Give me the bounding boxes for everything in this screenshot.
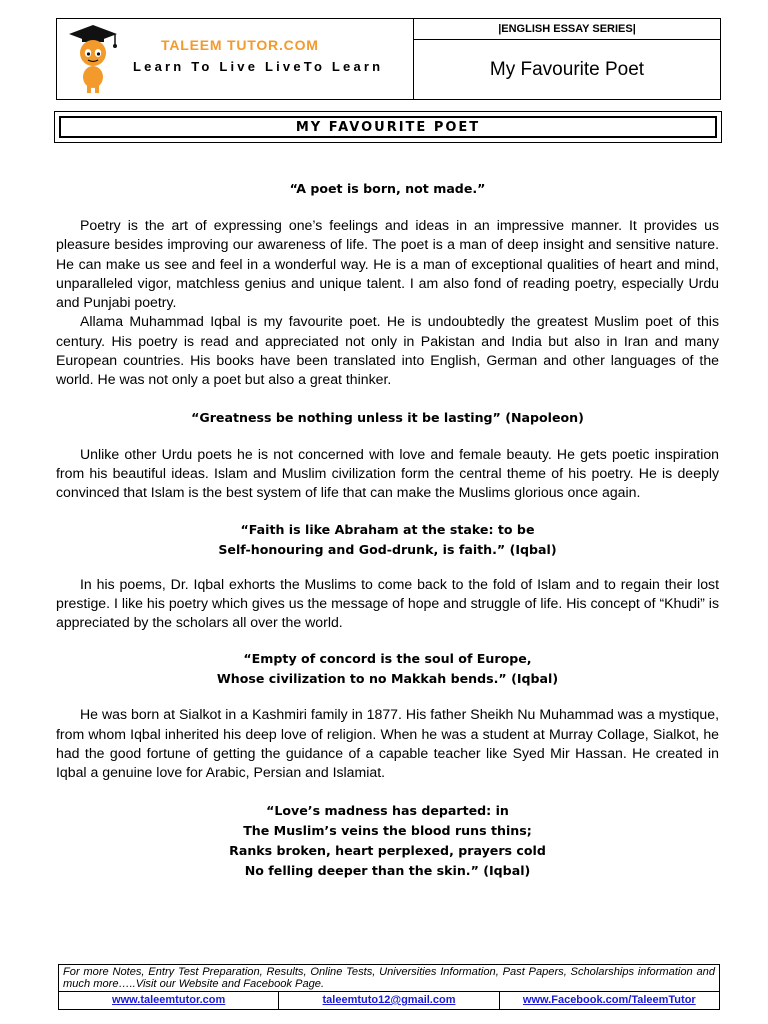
paragraph-3: Unlike other Urdu poets he is not concerned with love and female beauty. He gets poetic inspiration from his beautiful ideas. Islam and Muslim civilization form the central theme of his poetry. He is deeply convinced that Islam is the best system of life that can make the Muslims glorious once again.	[56, 445, 719, 501]
quote-3-line-1: “Faith is like Abraham at the stake: to be	[240, 521, 535, 537]
facebook-link[interactable]: www.Facebook.com/TaleemTutor	[522, 994, 696, 1006]
quote-5	[56, 801, 719, 881]
graduate-mascot-logo	[67, 23, 119, 95]
quote-5-line-2: The Muslim’s veins the blood runs thins;	[243, 822, 532, 838]
paragraph-4: In his poems, Dr. Iqbal exhorts the Muslims to come back to the fold of Islam and to regain their lost prestige. I like his poetry which gives us the message of hope and struggle of life. His concept of “Khudi” is appreciated by the scholars all over the world.	[56, 575, 719, 631]
website-link[interactable]: www.taleemtutor.com	[59, 992, 279, 1009]
series-label: |ENGLISH ESSAY SERIES|	[414, 19, 720, 40]
quote-5-line-3: Ranks broken, heart perplexed, prayers cold	[229, 842, 546, 858]
quote-2: “Greatness be nothing unless it be lasting” (Napoleon)	[191, 409, 584, 425]
paragraph-5: He was born at Sialkot in a Kashmiri family in 1877. His father Sheikh Nu Muhammad was a mystique, from whom Iqbal inherited his deep love of religion. When he was a student at Murray Collage, Sialkot, he had the good fortune of getting the guidance of a capable teacher like Syed Mir Hassan. He created in Iqbal a genuine love for Arabic, Persian and Islamiat.	[56, 706, 719, 781]
quote-1: “A poet is born, not made.”	[289, 181, 486, 196]
quote-5-line-1: “Love’s madness has departed: in	[266, 802, 509, 818]
brand-slogan: Learn To Live LiveTo Learn	[133, 59, 384, 74]
quote-5-line-4: No felling deeper than the skin.” (Iqbal)	[244, 862, 531, 878]
footer-links	[59, 991, 719, 1009]
title-box	[54, 111, 722, 143]
email-link[interactable]: taleemtuto12@gmail.com	[279, 992, 499, 1009]
quote-4-line-1: “Empty of concord is the soul of Europe,	[243, 651, 532, 667]
document-header	[56, 18, 721, 100]
brand-name: TALEEM TUTOR.COM	[161, 37, 319, 53]
paragraph-2: Allama Muhammad Iqbal is my favourite poet. He is undoubtedly the greatest Muslim poet of this century. His poetry is read and appreciated not only in Pakistan and India but also in Iran and many European countries. His books have been translated into English, German and other languages of the world. He was not only a poet but also a great thinker.	[56, 313, 719, 388]
header-branding	[57, 19, 414, 99]
essay-body	[56, 176, 719, 881]
page-title: MY FAVOURITE POET	[59, 116, 717, 138]
page-footer	[58, 964, 720, 1010]
header-info	[414, 19, 720, 99]
paragraph-1: Poetry is the art of expressing one’s feelings and ideas in an impressive manner. It provides us pleasure besides improving our awareness of life. The poet is a man of deep insight and sensitive nature. He can make us see and feel in a wonderful way. He is a man of exceptional qualities of heart and mind, unparalleled vigor, matchless genius and unique talent. I am also fond of reading poetry, especially Urdu and Punjabi poetry.	[56, 217, 719, 311]
quote-3-line-2: Self-honouring and God-drunk, is faith.” (Iqbal)	[218, 541, 557, 557]
quote-4-line-2: Whose civilization to no Makkah bends.” (Iqbal)	[216, 671, 559, 687]
header-doc-title: My Favourite Poet	[489, 58, 645, 80]
quote-4	[56, 649, 719, 689]
quote-3	[56, 520, 719, 560]
footer-note: For more Notes, Entry Test Preparation, Results, Online Tests, Universities Information, Past Papers, Scholarships information and much more…..Visit our Website and Facebook Page.	[63, 966, 715, 990]
